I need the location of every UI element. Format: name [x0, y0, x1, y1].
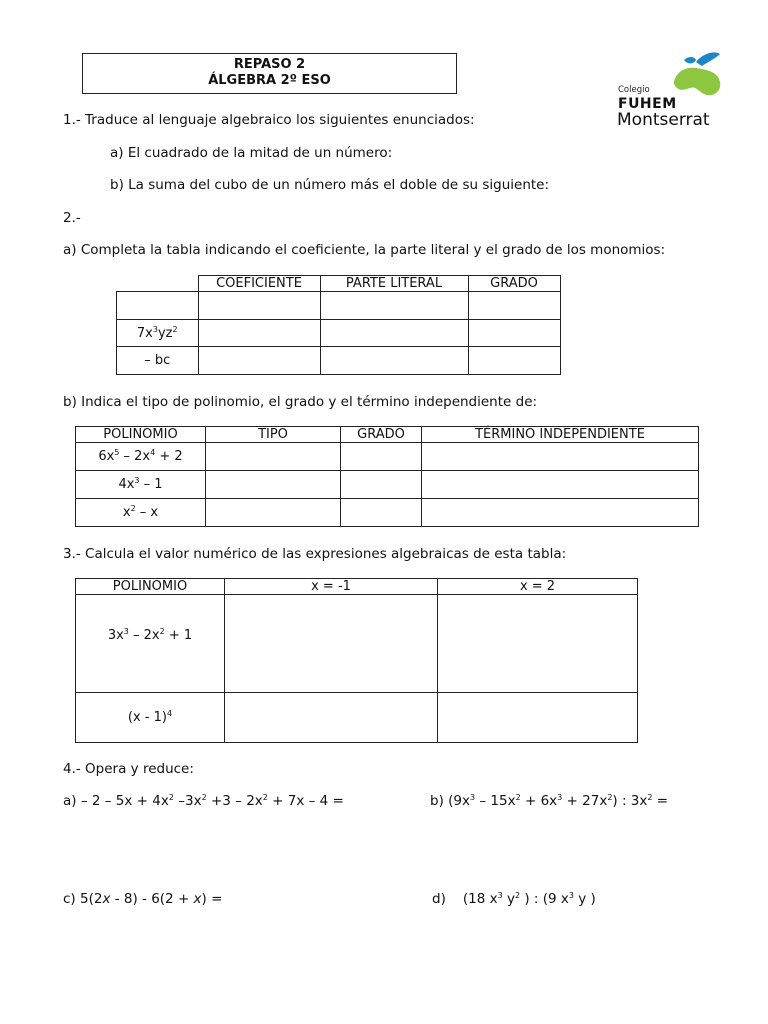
- col-tipo: TIPO: [206, 427, 341, 443]
- poly-row3: $x^2$ – x: [76, 499, 206, 527]
- col-x-2: x = 2: [438, 579, 638, 595]
- col-polinomio: POLINOMIO: [76, 427, 206, 443]
- numeric-value-table: [75, 578, 638, 743]
- ex4-item-b: b) $(9x^3 - 15x^2 + 6x^3 + 27x^2)$ : $3x^2$ =: [430, 793, 669, 809]
- monomial-bc: – bc: [117, 347, 199, 375]
- ex3-heading: 3.- Calcula el valor numérico de las expresiones algebraicas de esta tabla:: [63, 546, 567, 562]
- ex2-b-text: b) Indica el tipo de polinomio, el grado y el término independiente de:: [63, 394, 538, 410]
- title-line2: ÁLGEBRA 2º ESO: [208, 73, 331, 88]
- logo-school: Montserrat: [617, 110, 710, 130]
- col-x-minus-1: x = -1: [225, 579, 438, 595]
- col-polinomio: POLINOMIO: [76, 579, 225, 595]
- table-row: [76, 595, 638, 693]
- ex2-heading: 2.-: [63, 210, 81, 226]
- table-row: [76, 499, 699, 527]
- ex4-item-c: c) 5(2x - 8) - 6(2 + x) =: [63, 891, 223, 907]
- monomials-table: [116, 275, 561, 375]
- ex1-item-a: a) El cuadrado de la mitad de un número:: [110, 145, 393, 161]
- monomial-7x3yz2: $7x^3yz^2$: [117, 320, 199, 347]
- expr-row2: (x - 1)$^4$: [76, 693, 225, 743]
- col-grado: GRADO: [468, 276, 560, 292]
- polynomials-table: [75, 426, 699, 527]
- logo-brand: FUHEM: [618, 96, 677, 112]
- title-line1: REPASO 2: [233, 57, 306, 72]
- ex4-heading: 4.- Opera y reduce:: [63, 761, 194, 777]
- ex1-item-b: b) La suma del cubo de un número más el doble de su siguiente:: [110, 177, 550, 193]
- table-row: [117, 320, 561, 347]
- table-row: [117, 347, 561, 375]
- table-row: [76, 693, 638, 743]
- poly-row2: $4x^3 - 1$: [76, 471, 206, 499]
- table-row: [76, 471, 699, 499]
- table-row: [117, 292, 561, 320]
- ex1-heading: 1.- Traduce al lenguaje algebraico los siguientes enunciados:: [63, 112, 475, 128]
- col-termino-independiente: TÉRMINO INDEPENDIENTE: [422, 427, 699, 443]
- col-coeficiente: COEFICIENTE: [198, 276, 320, 292]
- table-row: [76, 443, 699, 471]
- ex2-a-text: a) Completa la tabla indicando el coeficiente, la parte literal y el grado de los monomios:: [63, 242, 666, 258]
- poly-row1: $6x^5 - 2x^4 + 2$: [76, 443, 206, 471]
- col-grado: GRADO: [341, 427, 422, 443]
- col-parte-literal: PARTE LITERAL: [320, 276, 468, 292]
- expr-row1: $3x^3 - 2x^2 + 1$: [76, 595, 225, 693]
- school-logo: [612, 48, 727, 130]
- title-box: [82, 53, 457, 94]
- ex4-item-d: d) (18 $x^3$ $y^2$ ) : (9 $x^3$ y ): [432, 891, 596, 907]
- logo-colegio: Colegio: [618, 85, 650, 95]
- ex4-item-a: $a) - 2 - 5x + 4x^2$ $-3x^2 +3 - 2x^2 + 7x - 4$ =: [63, 793, 344, 809]
